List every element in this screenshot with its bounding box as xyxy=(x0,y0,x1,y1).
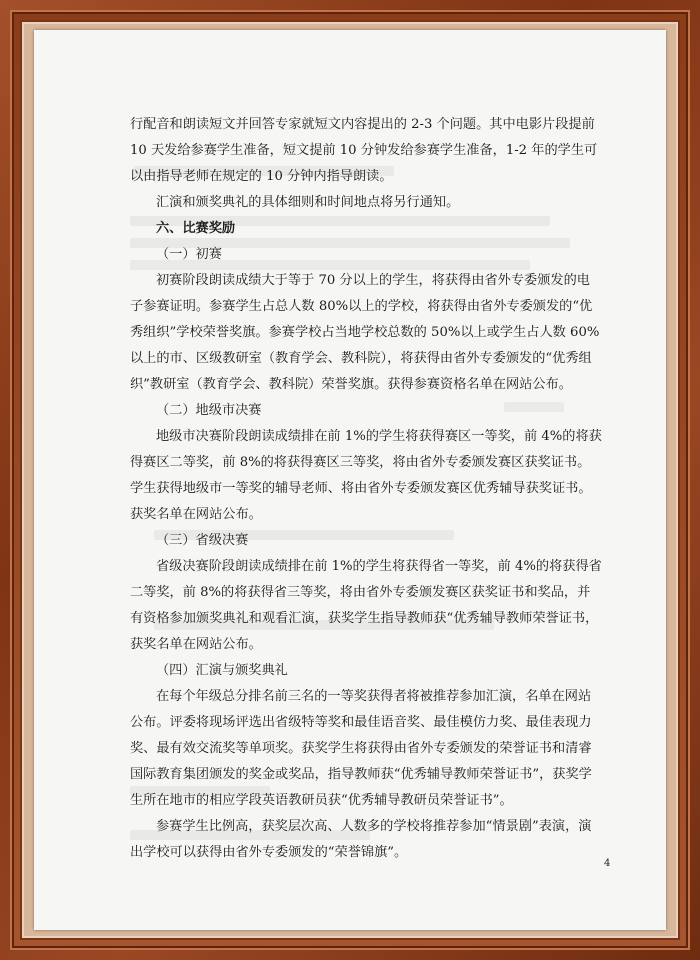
paragraph-province-final: 省级决赛阶段朗读成绩排在前 1%的学生将获得省一等奖，前 4%的将获得省二等奖，前 8%的将获得省三等奖，将由省外专委颁发赛区获奖证书和奖品，并有资格参加颁奖典礼和观看汇演，获奖学生指导教师获“优秀辅导教师荣誉证书，获奖名单在网站公布。 xyxy=(130,559,602,652)
subheading-gala-ceremony: （四）汇演与颁奖典礼 xyxy=(156,663,288,678)
subheading-city-final: （二）地级市决赛 xyxy=(156,403,262,418)
page-number: 4 xyxy=(604,858,611,869)
subheading-province-final: （三）省级决赛 xyxy=(156,533,249,548)
paragraph-school-drama: 参赛学生比例高，获奖层次高、人数多的学校将推荐参加“情景剧”表演，演出学校可以获得由省外专委颁发的“荣誉锦旗”。 xyxy=(130,819,592,860)
paragraph-preliminary: 初赛阶段朗读成绩大于等于 70 分以上的学生，将获得由省外专委颁发的电子参赛证明。参赛学生占总人数 80%以上的学校，将获得由省外专委颁发的“优秀组织”学校荣誉奖旗。参赛学校占当地学校总数的 50%以上或学生占人数 60%以上的市、区级教研室（教育学会、教科院），将获得由省外专委颁发的“优秀组织”教研室（教育学会、教科院）荣誉奖旗。获得参赛资格名单在网站公布。 xyxy=(130,273,600,392)
paragraph-ceremony-notice: 汇演和颁奖典礼的具体细则和时间地点将另行通知。 xyxy=(156,195,460,210)
document-body xyxy=(130,112,602,866)
paragraph-gala-ceremony: 在每个年级总分排名前三名的一等奖获得者将被推荐参加汇演，名单在网站公布。评委将现场评选出省级特等奖和最佳语音奖、最佳模仿力奖、最佳表现力奖、最有效交流奖等单项奖。获奖学生将获得由省外专委颁发的荣誉证书和清睿国际教育集团颁发的奖金或奖品，指导教师获“优秀辅导教师荣誉证书”，获奖学生所在地市的相应学段英语教研员获“优秀辅导教研员荣誉证书”。 xyxy=(130,689,592,808)
document-page xyxy=(34,30,666,930)
paragraph-city-final: 地级市决赛阶段朗读成绩排在前 1%的学生将获得赛区一等奖，前 4%的将获得赛区二等奖，前 8%的将获得赛区三等奖，将由省外专委颁发赛区获奖证书。学生获得地级市一等奖的辅导老师、将由省外专委颁发赛区优秀辅导获奖证书。获奖名单在网站公布。 xyxy=(130,429,602,522)
subheading-preliminary: （一）初赛 xyxy=(156,247,222,262)
paragraph-video-dubbing: 行配音和朗读短文并回答专家就短文内容提出的 2-3 个问题。其中电影片段提前 10 天发给参赛学生准备，短文提前 10 分钟发给参赛学生准备，1-2 年的学生可以由指导老师在规定的 10 分钟内指导朗读。 xyxy=(130,117,598,184)
section-heading-awards: 六、比赛奖励 xyxy=(156,221,236,236)
